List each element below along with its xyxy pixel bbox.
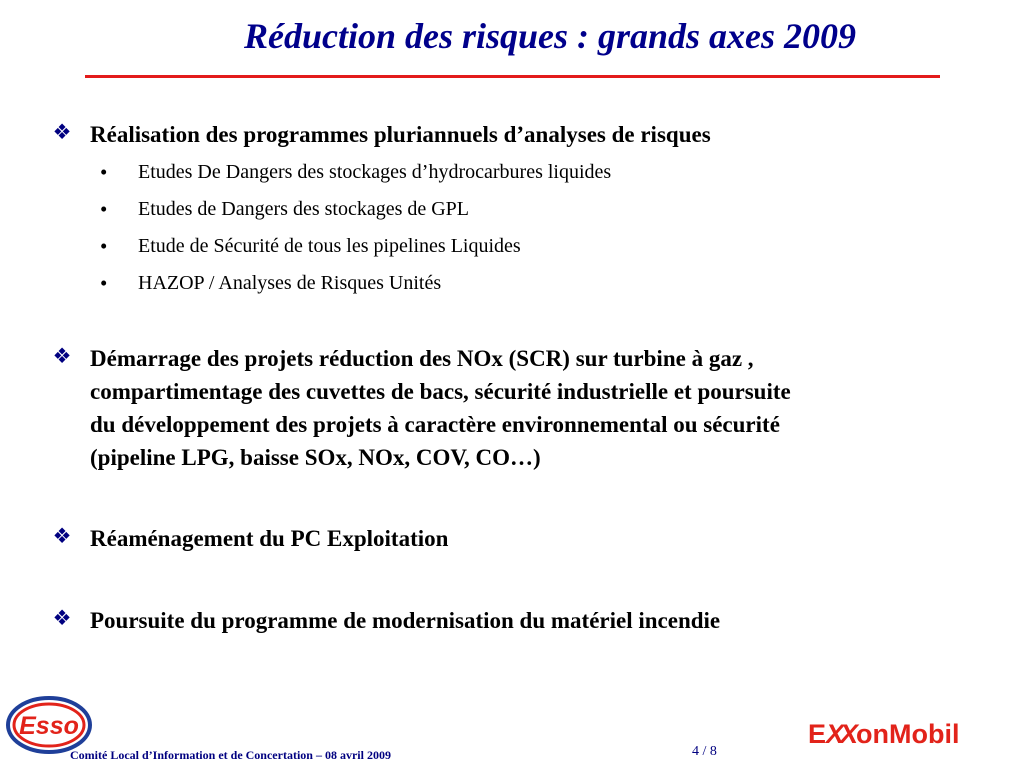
sub-item-text: Etudes De Dangers des stockages d’hydrocarbures liquides xyxy=(138,161,612,183)
sub-item-2 xyxy=(0,194,1024,224)
exxon-logo-text: onMobil xyxy=(856,719,960,749)
diamond-marker-icon: ❖ xyxy=(52,344,72,368)
bullet-dot-icon: • xyxy=(100,197,108,221)
main-item-line: du développement des projets à caractère environnemental ou sécurité xyxy=(90,412,780,437)
main-item-text: Réalisation des programmes pluriannuels d’analyses de risques xyxy=(90,122,711,147)
main-item-text: Poursuite du programme de modernisation du matériel incendie xyxy=(90,608,721,633)
main-item-text: Réaménagement du PC Exploitation xyxy=(90,526,449,551)
main-item-line: Démarrage des projets réduction des NOx (SCR) sur turbine à gaz , xyxy=(90,346,754,371)
bullet-dot-icon: • xyxy=(100,160,108,184)
sub-item-3 xyxy=(0,231,1024,261)
footer-text: Comité Local d’Information et de Concertation – 08 avril 2009 xyxy=(70,748,391,762)
exxon-logo-xx: XX xyxy=(826,719,855,749)
esso-logo-text: Esso xyxy=(19,712,79,740)
svg-text:EXXonMobil xyxy=(808,719,960,749)
sub-item-text: Etude de Sécurité de tous les pipelines Liquides xyxy=(138,235,521,257)
sub-item-text: HAZOP / Analyses de Risques Unités xyxy=(138,272,442,294)
sub-item-text: Etudes de Dangers des stockages de GPL xyxy=(138,198,470,220)
diamond-marker-icon: ❖ xyxy=(52,606,72,630)
main-item-line: compartimentage des cuvettes de bacs, sécurité industrielle et poursuite xyxy=(90,379,791,404)
exxon-logo-e: E xyxy=(808,719,827,749)
title-divider xyxy=(85,75,940,78)
sub-item-4 xyxy=(0,268,1024,298)
main-item-line: (pipeline LPG, baisse SOx, NOx, COV, CO…) xyxy=(90,445,541,470)
page-number: 4 / 8 xyxy=(692,744,717,759)
esso-logo xyxy=(6,696,92,754)
main-item-text xyxy=(90,342,970,474)
bullet-dot-icon: • xyxy=(100,271,108,295)
bullet-dot-icon: • xyxy=(100,234,108,258)
diamond-marker-icon: ❖ xyxy=(52,120,72,144)
diamond-marker-icon: ❖ xyxy=(52,524,72,548)
slide-title: Réduction des risques : grands axes 2009 xyxy=(243,16,857,56)
exxonmobil-logo xyxy=(808,717,980,749)
sub-item-1 xyxy=(0,157,1024,187)
